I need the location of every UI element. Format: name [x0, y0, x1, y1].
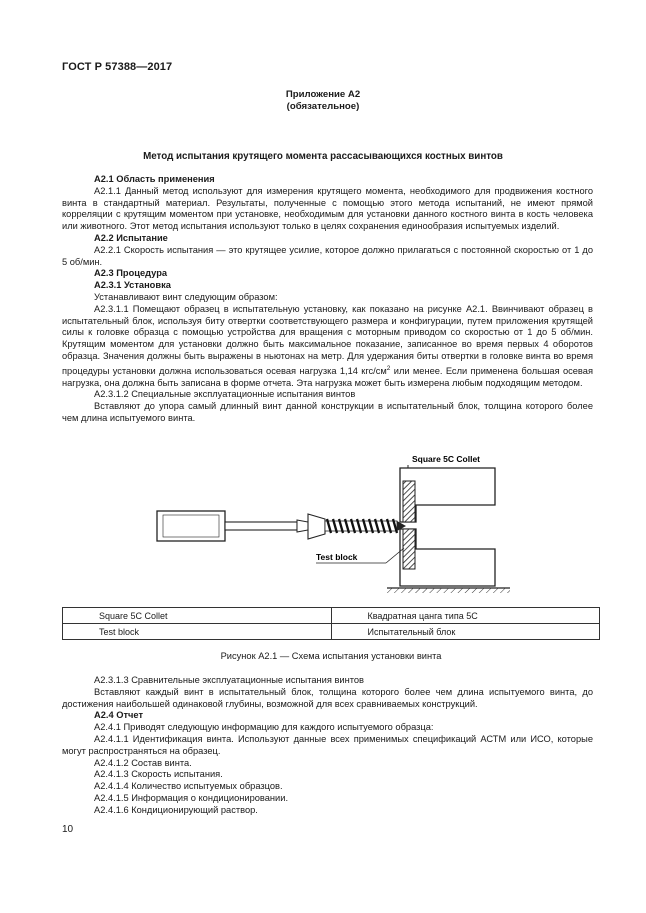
document-title: Метод испытания крутящего момента рассасывающихся костных винтов: [143, 151, 503, 162]
section-a2-1: [62, 174, 593, 425]
paragraph-a2-3-1-1: [62, 304, 593, 390]
paragraph-a2-3-1-3: А2.3.1.3 Сравнительные эксплуатационные испытания винтов: [94, 675, 364, 685]
paragraph-a2-2-1: А2.2.1 Скорость испытания — это крутящее усилие, которое должно прилагаться с постоянной скоростью от 1 до 5 об/мин.: [62, 244, 593, 267]
heading-procedure: А2.3 Процедура: [94, 268, 168, 279]
heading-test: А2.2 Испытание: [94, 232, 168, 243]
paragraph-install-intro: Устанавливают винт следующим образом:: [94, 291, 278, 302]
paragraph-a2-4-1-6: А2.4.1.6 Кондиционирующий раствор.: [94, 804, 258, 815]
legend-row: [63, 608, 600, 624]
heading-scope: А2.1 Область применения: [94, 174, 215, 184]
paragraph-comparative-tests: Вставляют каждый винт в испытательный блок, толщина которого более чем длина испытуемого винта, до достижения наибольшей одинаковой глубины, возможной для всех сравниваемых конструкций.: [62, 686, 593, 709]
legend-row: [63, 624, 600, 640]
screw-thread: [325, 519, 397, 533]
legend-en-block: Test block: [63, 624, 332, 640]
test-block-label: Test block: [316, 552, 358, 562]
collet-hatched-jaw-upper: [403, 481, 415, 522]
paragraph-a2-3-1-1-part2: или менее. Если применена большая осевая нагрузка, она должна быть записана в форме отчета. Эта нагрузка может быть измерена любым подходящим методом.: [62, 365, 593, 388]
section-a2-3-1-3: [62, 675, 593, 817]
driver-handle: [157, 511, 225, 541]
screw-head: [308, 514, 325, 539]
annex-subtitle: (обязательное): [286, 101, 360, 112]
figure-legend-table: [62, 607, 600, 640]
test-block: [403, 529, 415, 569]
paragraph-special-tests: Вставляют до упора самый длинный винт данной конструкции в испытательный блок, толщина которого более чем длина испытуемого винта.: [62, 401, 593, 424]
superscript: 2: [386, 364, 391, 372]
paragraph-a2-4-1-3: А2.4.1.3 Скорость испытания.: [94, 769, 223, 780]
paragraph-a2-4-1-4: А2.4.1.4 Количество испытуемых образцов.: [94, 781, 283, 792]
paragraph-a2-4-1-5: А2.4.1.5 Информация о кондиционировании.: [94, 792, 289, 803]
paragraph-a2-4-1: А2.4.1 Приводят следующую информацию для каждого испытуемого образца:: [94, 722, 434, 733]
annex-title: Приложение А2: [285, 89, 361, 100]
base-hatch: [387, 588, 510, 593]
collet-label: Square 5C Collet: [412, 454, 481, 464]
legend-ru-block: Испытательный блок: [331, 624, 600, 640]
heading-installation: А2.3.1 Установка: [94, 280, 171, 291]
paragraph-a2-3-1-2: А2.3.1.2 Специальные эксплуатационные испытания винтов: [94, 389, 356, 400]
heading-report: А2.4 Отчет: [94, 710, 144, 721]
legend-en-collet: Square 5C Collet: [63, 608, 332, 624]
test-setup-figure: [150, 448, 610, 593]
driver-shaft: [225, 522, 297, 530]
paragraph-a2-3-1-1-part1: А2.3.1.1 Помещают образец в испытательную установку, как показано на рисунке А2.1. Ввинчивают образец в испытательный блок, используя биту отвертки соответствующего размера и конфигурации, путем приложения крутящей силы к головке образца с помощью устройства для вращения с моторным приводом со скоростью от 1 до 5 об/мин. Крутящим моментом для установки должно быть максимальное показание, записанное во время первых 4 оборотов образца. Значения должны быть выражены в ньютонах на метр. Для удержания биты отвертки в головке винта во время процедуры установки должна использоваться осевая нагрузка 1,14 кгс/см: [62, 303, 593, 376]
driver-bit: [297, 520, 308, 532]
document-header: ГОСТ Р 57388—2017: [62, 61, 173, 73]
page-number: 10: [62, 824, 74, 835]
legend-ru-collet: Квадратная цанга типа 5С: [331, 608, 600, 624]
paragraph-a2-4-1-2: А2.4.1.2 Состав винта.: [94, 757, 192, 768]
figure-caption: Рисунок А2.1 — Схема испытания установки винта: [220, 651, 442, 661]
paragraph-a2-4-1-1: А2.4.1.1 Идентификация винта. Используют данные всех применимых спецификаций АСТМ или ИСО, которые могут распространяться на образец.: [62, 733, 593, 756]
paragraph-a2-1-1: А2.1.1 Данный метод используют для измерения крутящего момента, необходимого для продвижения костного винта в стандартный материал. Результаты, полученные с помощью этого метода испытаний, не имеют прямой корреляции с крутящим моментом при установке, необходимым для установки данного костного винта в кость человека или животного. Этот метод испытания используют только в целях сохранения единообразия испытуемых изделий.: [62, 185, 593, 232]
